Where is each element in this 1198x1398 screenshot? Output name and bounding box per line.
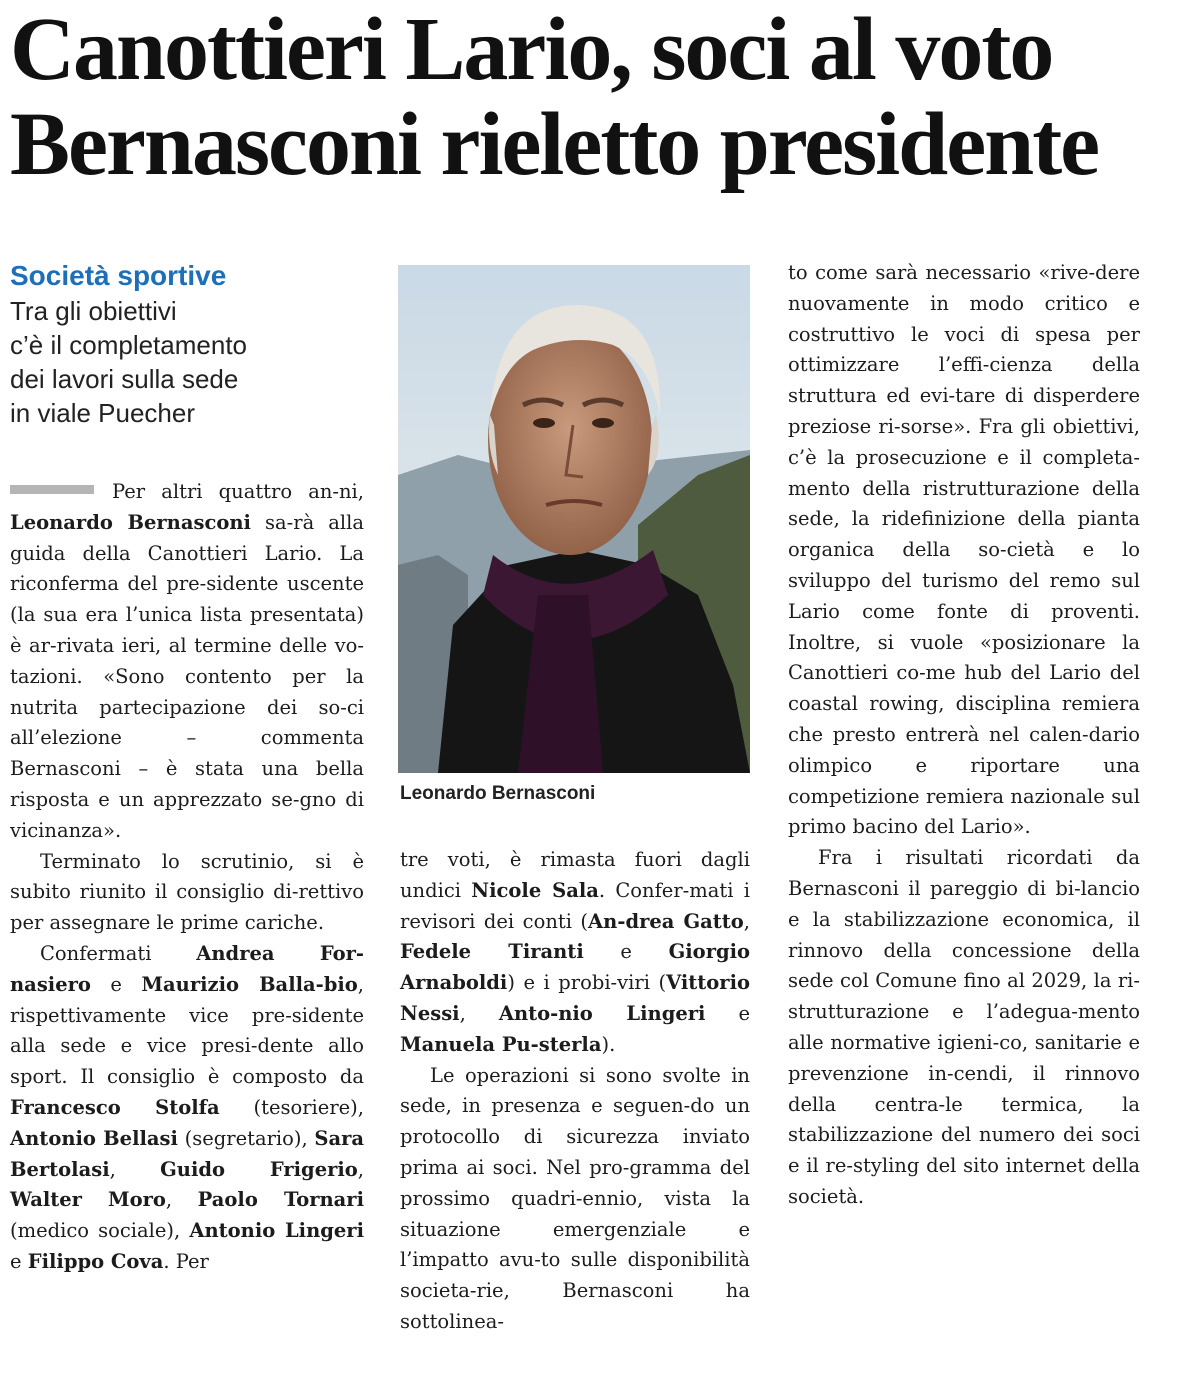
subheadline-line: c’è il completamento [10, 330, 247, 360]
article-column-1 [10, 477, 364, 1278]
photo-caption: Leonardo Bernasconi [400, 783, 596, 804]
section-label: Società sportive [10, 260, 227, 291]
article-paragraph: Terminato lo scrutinio, si è subito riunito il consiglio di-rettivo per assegnare le prime cariche. [10, 849, 364, 935]
headline-line-1: Canottieri Lario, soci al voto [10, 0, 1053, 99]
subheadline-line: in viale Puecher [10, 398, 195, 428]
portrait-image [398, 265, 750, 773]
article-paragraph: Le operazioni si sono svolte in sede, in presenza e seguen-do un protocollo di sicurezza inviato prima ai soci. Nel pro-gramma del prossimo quadri-ennio, vista la situazione emergenziale e l’impatto avu-to sulle disponibilità societa-rie, Bernasconi ha sottolinea- [400, 1063, 750, 1333]
article-paragraph: tre voti, è rimasta fuori dagli undici Nicole Sala. Confer-mati i revisori dei conti (An-drea Gatto, Fedele Tiranti e Giorgio Arnaboldi) e i probi-viri (Vittorio Nessi, Anto-nio Lingeri e Manuela Pu-sterla). [400, 848, 751, 1056]
subheadline-line: Tra gli obiettivi [10, 296, 177, 326]
person-name: Leonardo Bernasconi [10, 510, 251, 534]
subheadline-line: dei lavori sulla sede [10, 364, 239, 394]
person-name: Francesco Stolfa [10, 1095, 220, 1119]
person-name: Guido Frigerio [160, 1157, 358, 1181]
person-name: Walter Moro [10, 1188, 166, 1212]
person-name: Anto-nio Lingeri [498, 1001, 706, 1025]
person-name: Andrea For-nasiero [10, 941, 365, 996]
kicker-box [10, 258, 380, 430]
person-name: Manuela Pu-sterla [400, 1032, 602, 1056]
lead-bar [10, 485, 94, 494]
person-name: Antonio Bellasi [10, 1126, 178, 1150]
article-paragraph [10, 477, 364, 847]
person-name: Filippo Cova [27, 1249, 164, 1273]
article-column-3 [788, 258, 1140, 1213]
article-paragraph: to come sarà necessario «rive-dere nuovamente in modo critico e costruttivo le voci di spesa per ottimizzare l’effi-cienza della struttura ed evi-tare di disperdere preziose ri-sorse». Fra gli obiettivi, c’è la prosecuzione e il completa-mento della ristrutturazione della sede, la ridefinizione della pianta organica della so-cietà e lo sviluppo del turismo del remo sul Lario come fonte di proventi. Inoltre, si vuole «posizionare la Canottieri co-me hub del Lario del coastal rowing, disciplina remiera che presto entrerà nel calen-dario olimpico e riportare una competizione remiera nazionale sul primo bacino del Lario». [788, 261, 1140, 839]
person-name: Sara Bertolasi [10, 1126, 364, 1181]
person-name: Antonio Lingeri [189, 1219, 364, 1243]
person-name: Vittorio Nessi [400, 971, 750, 1025]
subheadline [10, 294, 380, 430]
person-name: Maurizio Balla-bio [141, 972, 358, 996]
person-name: Giorgio Arnaboldi [400, 940, 751, 995]
paragraph-text: Per altri quattro an-ni, Leonardo Bernasconi sa-rà alla guida della Canottieri Lario. La riconferma del pre-sidente uscente (la sua era l’unica lista presentata) è ar-rivata ieri, al termine delle vo-tazioni. «Sono contento per la nutrita partecipazione dei so-ci all’elezione – commenta Bernasconi – è stata una bella risposta e un apprezzato se-gno di vicinanza». [10, 480, 365, 842]
portrait-photo [398, 265, 750, 773]
headline [10, 2, 1190, 192]
article-column-2 [400, 845, 750, 1338]
article-paragraph: Fra i risultati ricordati da Bernasconi il pareggio di bi-lancio e la stabilizzazione economica, il rinnovo della concessione della sede col Comune fino al 2029, la ri-strutturazione e l’adegua-mento alle normative igieni-co, sanitarie e prevenzione in-cendi, il rinnovo della centra-le termica, la stabilizzazione del numero dei soci e il re-styling del sito internet della società. [788, 846, 1140, 1208]
person-name: Fedele Tiranti [400, 940, 584, 964]
article-paragraph: Confermati Andrea For-nasiero e Maurizio Balla-bio, rispettivamente vice pre-sidente alla sede e vice presi-dente allo sport. Il consiglio è composto da Francesco Stolfa (tesoriere), Antonio Bellasi (segretario), Sara Bertolasi, Guido Frigerio, Walter Moro, Paolo Tornari (medico sociale), Antonio Lingeri e Filippo Cova. Per [10, 941, 365, 1273]
person-name: An-drea Gatto [588, 909, 744, 933]
headline-line-2: Bernasconi rieletto presidente [10, 95, 1099, 194]
person-name: Paolo Tornari [197, 1188, 364, 1212]
person-name: Nicole Sala [471, 878, 599, 902]
